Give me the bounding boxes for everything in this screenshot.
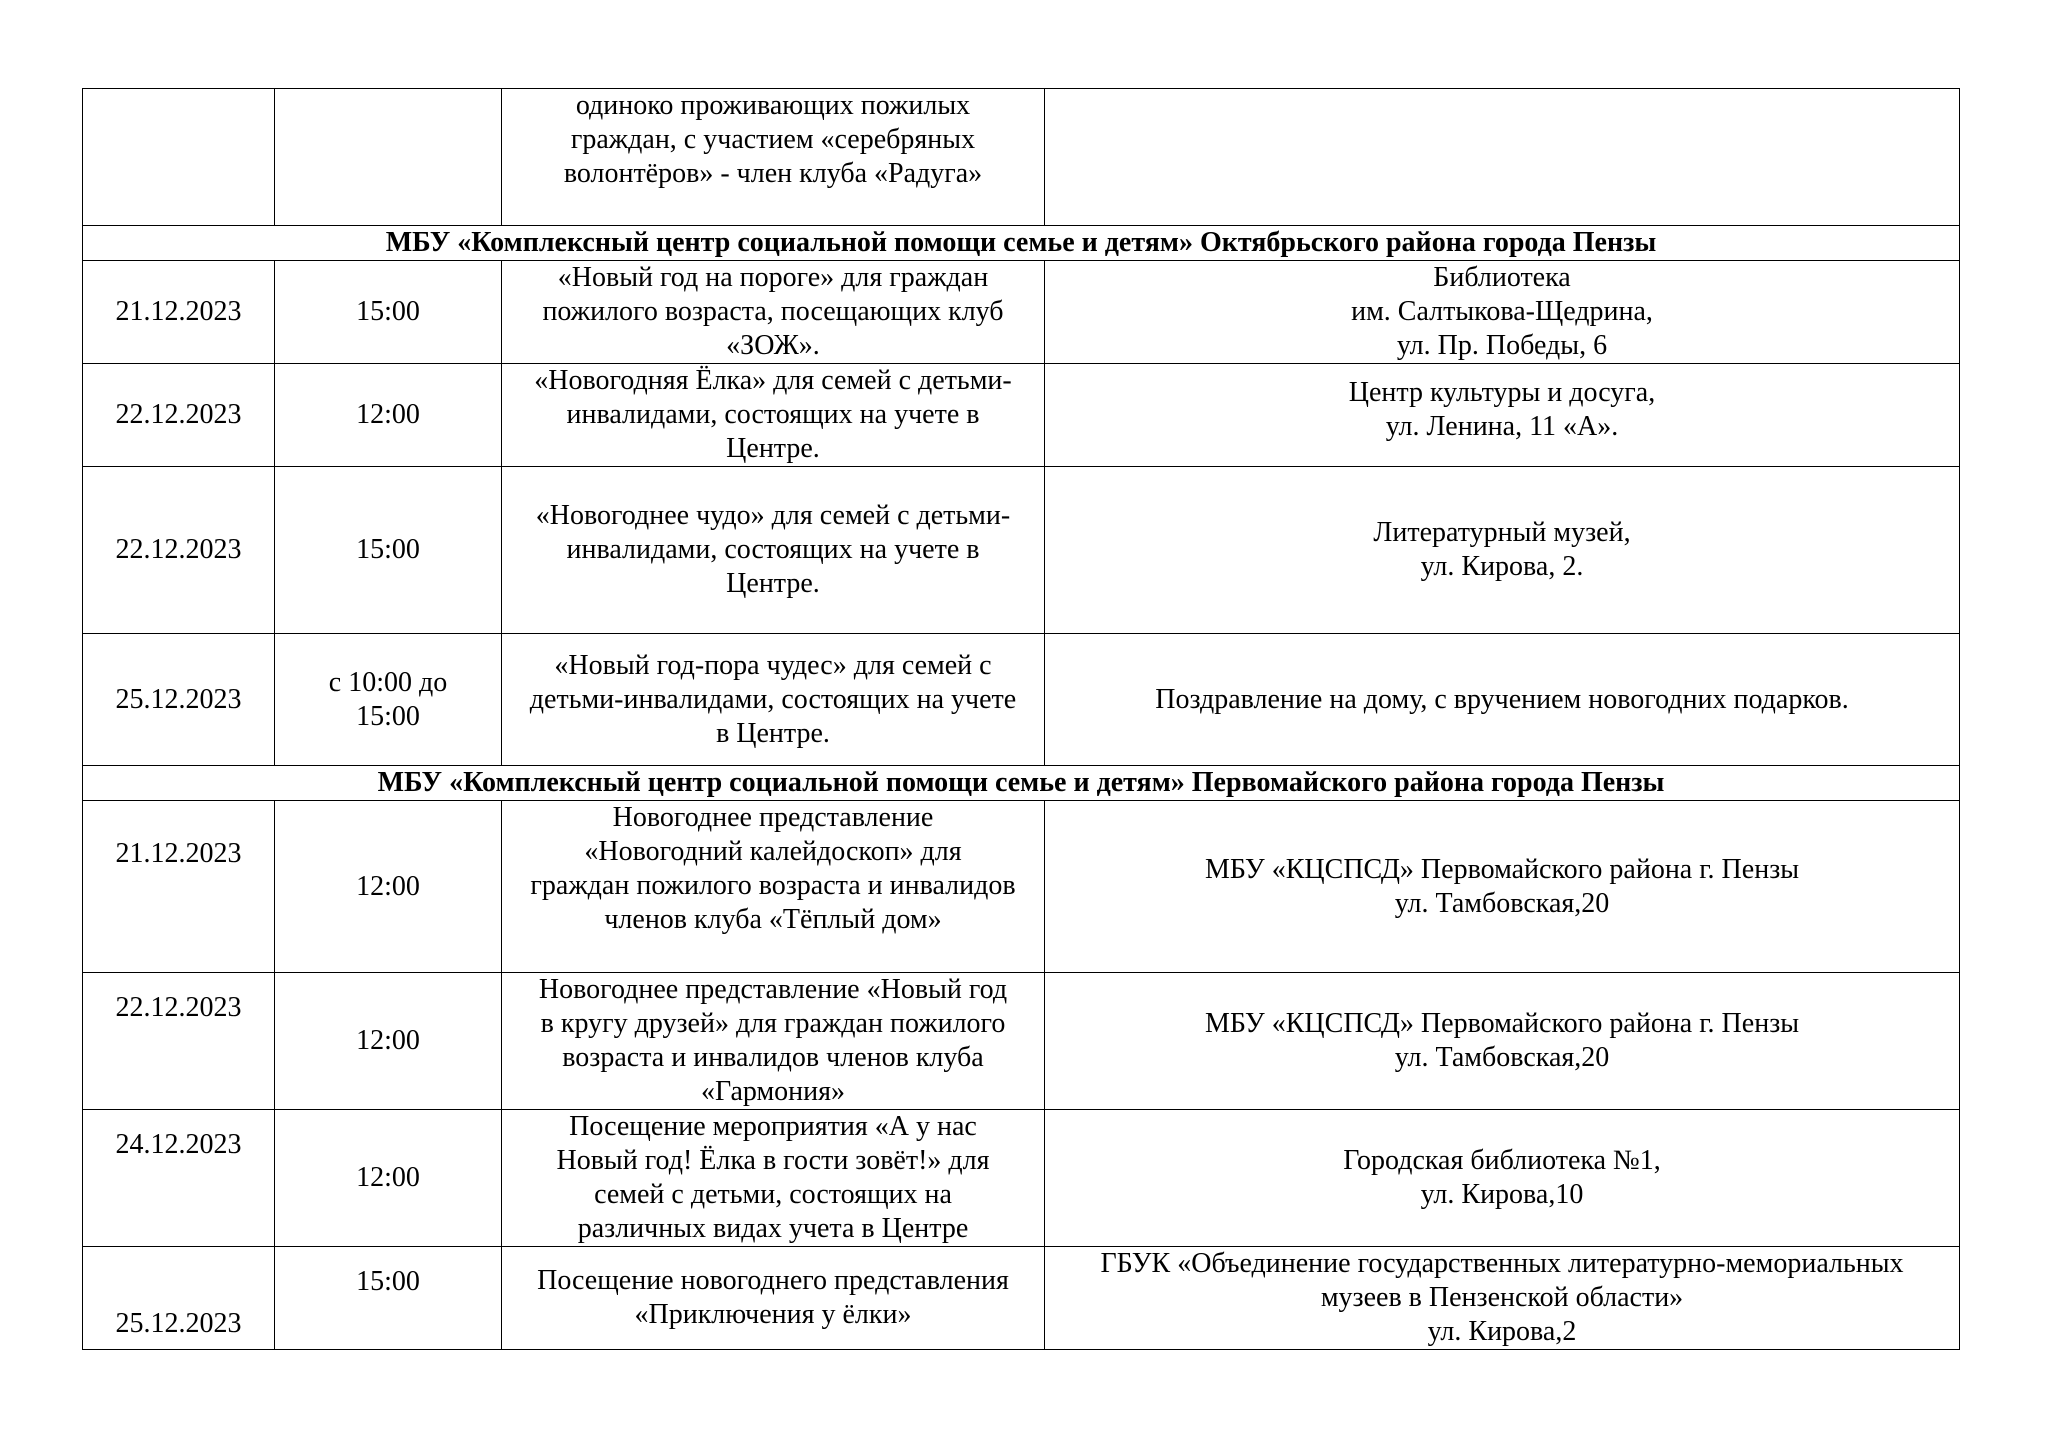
event-text: граждан пожилого возраста и инвалидов (530, 870, 1016, 901)
event-cell (502, 89, 1045, 226)
place-cell (1045, 801, 1960, 973)
event-text: возраста и инвалидов членов клуба (562, 1042, 984, 1073)
place-cell (1045, 364, 1960, 467)
time-cell: 12:00 (275, 801, 502, 973)
time-cell (275, 89, 502, 226)
event-text: в кругу друзей» для граждан пожилого (540, 1008, 1006, 1039)
table-row (83, 467, 1960, 634)
event-text: граждан, с участием «серебряных (570, 124, 976, 155)
event-text: инвалидами, состоящих на учете в (566, 399, 980, 430)
section-title: МБУ «Комплексный центр социальной помощи семье и детям» Октябрьского района города Пензы (83, 226, 1960, 261)
event-text: Центре. (726, 568, 820, 599)
event-cell (502, 1247, 1045, 1350)
event-text: различных видах учета в Центре (577, 1213, 969, 1244)
event-cell (502, 467, 1045, 634)
table-row (83, 634, 1960, 766)
place-cell (1045, 261, 1960, 364)
event-cell (502, 261, 1045, 364)
events-table (82, 88, 1960, 1350)
time-text: 15:00 (356, 700, 420, 732)
event-cell (502, 1110, 1045, 1247)
event-cell (502, 634, 1045, 766)
date-cell: 25.12.2023 (83, 1247, 275, 1350)
place-cell (1045, 973, 1960, 1110)
place-text: Литературный музей, (1373, 517, 1631, 548)
event-text: «Приключения у ёлки» (634, 1299, 912, 1330)
event-text: волонтёров» - член клуба «Радуга» (563, 158, 983, 189)
time-cell: 15:00 (275, 1247, 502, 1350)
time-cell: 12:00 (275, 1110, 502, 1247)
date-cell: 21.12.2023 (83, 261, 275, 364)
table-row (83, 364, 1960, 467)
place-text: ул. Ленина, 11 «А». (1385, 411, 1619, 442)
event-text: семей с детьми, состоящих на (594, 1179, 952, 1210)
event-text: инвалидами, состоящих на учете в (566, 534, 980, 565)
event-text: в Центре. (716, 717, 830, 749)
place-text: ул. Тамбовская,20 (1394, 887, 1610, 919)
event-text: Посещение новогоднего представления (537, 1265, 1009, 1296)
table-row (83, 1247, 1960, 1350)
event-text: одиноко проживающих пожилых (575, 90, 971, 121)
event-text: «Новый год-пора чудес» для семей с (554, 649, 992, 681)
place-text: ул. Пр. Победы, 6 (1396, 330, 1608, 361)
event-cell (502, 973, 1045, 1110)
time-cell: 12:00 (275, 364, 502, 467)
event-text: «Новый год на пороге» для граждан (557, 262, 989, 293)
place-text: ул. Кирова, 2. (1420, 551, 1584, 582)
section-title: МБУ «Комплексный центр социальной помощи семье и детям» Первомайского района города Пензы (83, 766, 1960, 801)
event-text: Новогоднее представление (612, 802, 934, 833)
date-cell: 22.12.2023 (83, 364, 275, 467)
date-cell: 22.12.2023 (83, 973, 275, 1110)
place-text: Библиотека (1433, 262, 1571, 293)
event-text: Посещение мероприятия «А у нас (569, 1111, 977, 1142)
place-text: ул. Кирова,10 (1420, 1179, 1584, 1210)
table-row (83, 801, 1960, 973)
event-text: пожилого возраста, посещающих клуб (542, 296, 1004, 327)
event-text: «Новогодняя Ёлка» для семей с детьми- (534, 365, 1012, 396)
event-text: Центре. (726, 433, 820, 464)
place-text: ул. Тамбовская,20 (1394, 1042, 1610, 1073)
date-cell: 25.12.2023 (83, 634, 275, 766)
time-text: с 10:00 до (328, 666, 448, 698)
place-text: МБУ «КЦСПСД» Первомайского района г. Пензы (1204, 853, 1800, 885)
event-text: детьми-инвалидами, состоящих на учете (529, 683, 1017, 715)
event-text: Новый год! Ёлка в гости зовёт!» для (556, 1145, 990, 1176)
date-cell: 21.12.2023 (83, 801, 275, 973)
time-cell: 15:00 (275, 261, 502, 364)
table-row (83, 89, 1960, 226)
event-text: «Гармония» (700, 1076, 846, 1107)
time-cell (275, 634, 502, 766)
section-header (83, 766, 1960, 801)
place-text: МБУ «КЦСПСД» Первомайского района г. Пензы (1204, 1008, 1800, 1039)
date-cell (83, 89, 275, 226)
date-cell: 24.12.2023 (83, 1110, 275, 1247)
event-text: Новогоднее представление «Новый год (538, 974, 1008, 1005)
place-cell (1045, 1110, 1960, 1247)
event-cell (502, 801, 1045, 973)
time-cell: 15:00 (275, 467, 502, 634)
place-cell (1045, 634, 1960, 766)
place-text: Поздравление на дому, с вручением новогодних подарков. (1155, 683, 1849, 715)
place-text: ГБУК «Объединение государственных литературно-мемориальных (1100, 1248, 1904, 1279)
place-text: ул. Кирова,2 (1427, 1316, 1577, 1347)
place-text: Городская библиотека №1, (1343, 1145, 1661, 1176)
event-text: «Новогоднее чудо» для семей с детьми- (535, 500, 1011, 531)
table-row (83, 973, 1960, 1110)
place-cell (1045, 1247, 1960, 1350)
time-cell: 12:00 (275, 973, 502, 1110)
place-text: им. Салтыкова-Щедрина, (1351, 296, 1653, 327)
section-header (83, 226, 1960, 261)
table-row (83, 1110, 1960, 1247)
event-text: «Новогодний калейдоскоп» для (584, 836, 962, 867)
place-cell (1045, 467, 1960, 634)
table-row (83, 261, 1960, 364)
date-cell: 22.12.2023 (83, 467, 275, 634)
event-text: членов клуба «Тёплый дом» (604, 904, 942, 935)
place-text: Центр культуры и досуга, (1348, 377, 1656, 408)
place-cell (1045, 89, 1960, 226)
event-text: «ЗОЖ». (726, 330, 820, 361)
place-text: музеев в Пензенской области» (1320, 1282, 1684, 1313)
event-cell (502, 364, 1045, 467)
